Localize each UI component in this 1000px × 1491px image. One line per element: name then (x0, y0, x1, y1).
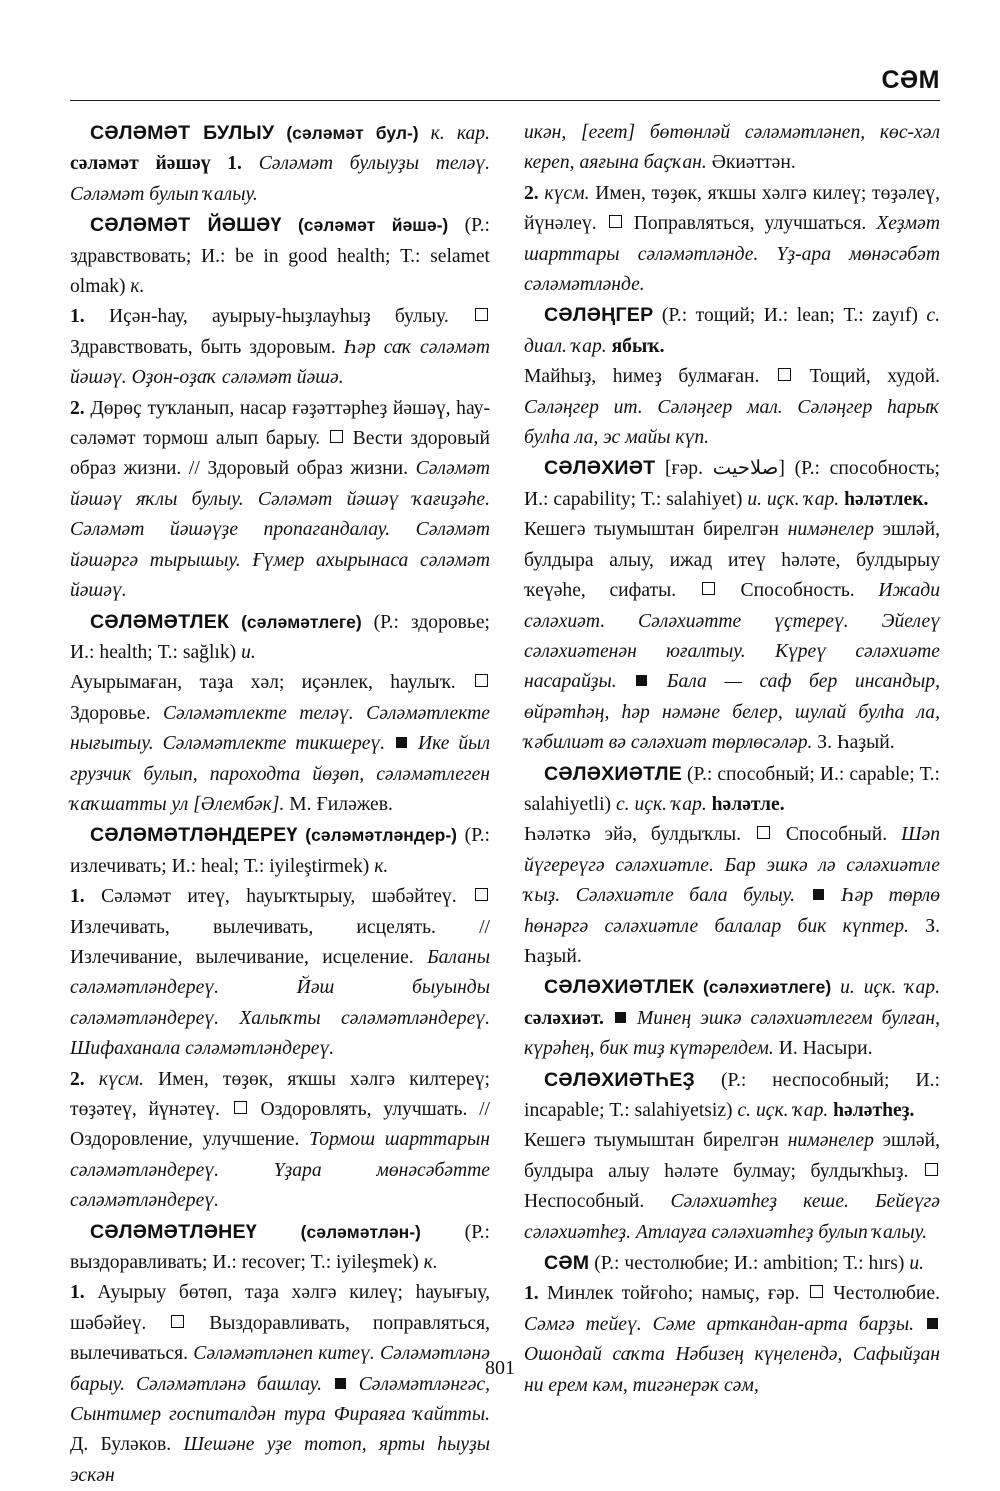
definition-text: Майһыҙ, һимеҙ булмаған. (524, 366, 776, 388)
dictionary-entry (70, 1217, 490, 1279)
bold-text: сәләмәт йәшәү 1. (70, 153, 259, 175)
dictionary-entry (70, 820, 490, 882)
definition-text: Излечивать, вылечивать, исцелять. // Излечивание, вылечивание, исцеление. (70, 916, 490, 968)
stem-note (653, 305, 661, 325)
dictionary-entry (70, 607, 490, 669)
example-text: Шешәне уҙе тотоп, ярты һыуҙы эскән (70, 1434, 490, 1486)
grammar-label: к. (374, 855, 389, 877)
definition-text: Выздоравливать, поправляться, вылечиваться. (70, 1312, 490, 1365)
definition-text: Честолюбие. (824, 1283, 940, 1305)
entry-sense (524, 1126, 940, 1248)
example-text: Шәп йүгереүгә сәләхиәтле. Бар эшкә лә сәләхиәтле ҡыҙ. Сәләхиәтле бала булыу. (524, 824, 941, 907)
definition-text: Способность. (716, 580, 879, 602)
bold-text: 1. (70, 886, 85, 908)
grammar-label: күсм. (84, 1068, 144, 1090)
example-text: Һәр төрлө һөнәргә сәләхиәтле балалар бик күптер. (524, 885, 940, 937)
stem-note: (сәләмәт йәшә-) (281, 215, 465, 236)
stem-note: (сәләмәт бул-) (274, 123, 431, 143)
translation-marker-icon (475, 888, 488, 901)
definition-text: (Р.: здоровье; И.: health; Т.: sağlık) (70, 611, 490, 663)
example-text: Минең эшкә сәләхиәтлегем булған, күрәһең, бик тиҙ күтәрелдем. (524, 1007, 940, 1060)
example-text: Сәмгә тейеү. Сәме арткандан-арта барҙы. (524, 1313, 925, 1335)
entry-sense (524, 515, 940, 758)
definition-text: (Р.: неспособный; И.: incapable; Т.: salahiyetsiz) (524, 1069, 940, 1121)
example-text: Бала — саф бер инсандыр, өйрәтһәң, һәр нәмәне белер, шулай булһа ла, ҡәбилиәт вә сәләхиәт төрлөсәләр. (524, 671, 940, 754)
bold-text: ябыҡ. (606, 335, 665, 357)
definition-text: И. Насыри. (773, 1038, 873, 1060)
stem-note (695, 1070, 721, 1090)
definition-text: Ауырыу бөтөп, таҙа хәлгә килеү; һауығыу, шәбәйеү. (70, 1282, 490, 1334)
headword: СӘЛӘХИӘТҺЕҘ (544, 1068, 696, 1091)
grammar-label: к. (423, 1252, 438, 1274)
example-text: Сәләмәтлекте теләү. Сәләмәтлекте нығытыу. Сәләмәтлекте тикшереү. (70, 702, 490, 755)
example-text: нимәнелер (787, 1130, 874, 1152)
right-column (524, 118, 940, 1401)
stem-note: (сәләхиәтлеге) (694, 977, 841, 998)
definition-text: З. Һаҙый. (524, 915, 940, 967)
definition-text: [ғәр. صلاحيت] (Р.: способность; И.: capability; Т.: salahiyet) (524, 458, 940, 510)
translation-marker-icon (171, 1315, 184, 1328)
translation-marker-icon (609, 215, 622, 228)
stem-note (655, 458, 665, 478)
example-text: Ике йыл грузчик булып, пароходта йөҙөп, сәләмәтлеген ҡаҡшатты ул [Әлембәк]. (70, 733, 490, 815)
headword: СӘЛӘМӘТ БУЛЫУ (90, 122, 275, 144)
definition-text: эшләй, булдыра алыу һәләте булмау; булдыҡһыҙ. (524, 1130, 940, 1182)
definition-text: Оздоровлять, улучшать. // Оздоровление, улучшение. (70, 1099, 490, 1151)
entry-sense (524, 820, 940, 972)
dictionary-entry (524, 300, 940, 362)
running-head: СӘМ (881, 66, 940, 94)
entry-sense (70, 668, 490, 820)
entry-sense (70, 394, 490, 607)
definition-text: (Р.: излечивать; И.: heal; Т.: iyileştirmek) (70, 825, 490, 877)
definition-text: эшләй, булдыра алыу, ижад итеү һәләте, булдырыу ҡеүәһе, сифаты. (524, 519, 940, 602)
entry-sense (524, 1279, 940, 1401)
definition-text: Здоровье. (70, 702, 163, 724)
headword: СӘЛӘМӘТЛӘНДЕРЕҮ (90, 824, 298, 847)
grammar-label: и. иҫк. ҡар. (747, 488, 840, 510)
translation-marker-icon (702, 582, 715, 595)
definition-text: (Р.: честолюбие; И.: ambition; Т.: hırs) (594, 1253, 910, 1275)
grammar-label: с. иҫк. ҡар. (615, 793, 707, 815)
definition-text: Здравствовать, быть здоровым. (70, 336, 344, 358)
example-text: Сәләңгер ит. Сәләңгер мал. Сәләңгер һарыҡ булһа ла, эс майы күп. (524, 396, 940, 449)
definition-text: Имен, төҙөк, яҡшы хәлгә килтереү; төҙәтеү, йүнәтеү. (70, 1068, 490, 1120)
example-text: Сәләмәтләнеп китеү. Сәләмәтләнә барыу. Сәләмәтләнә башлау. (70, 1343, 490, 1395)
translation-marker-icon (234, 1101, 247, 1114)
literary-example-marker-icon (927, 1318, 938, 1329)
headword: СӘЛӘМӘТЛЕК (90, 610, 230, 633)
dictionary-entry (524, 972, 940, 1064)
grammar-label: с. диал. ҡар. (524, 305, 940, 357)
entry-sense (70, 302, 490, 393)
page-number: 801 (485, 1357, 515, 1379)
definition-text: Вести здоровый образ жизни. // Здоровый образ жизни. (70, 428, 490, 480)
bold-text: 2. (70, 1068, 85, 1090)
dictionary-entry (524, 1248, 940, 1279)
definition-text: Һәләткә эйә, булдыҡлы. (524, 824, 755, 846)
literary-example-marker-icon (396, 737, 407, 748)
definition-text: Тощий, худой. (792, 366, 940, 388)
translation-marker-icon (757, 826, 770, 839)
bold-text: 2. (70, 397, 85, 419)
definition-text: Д. Буләков. (70, 1434, 184, 1456)
stem-note: (сәләмәтлеге) (229, 611, 374, 632)
literary-example-marker-icon (636, 675, 647, 686)
definition-text: Дөрөҫ туҡланып, насар ғәҙәттәрһеҙ йәшәү, һау-сәләмәт тормош алып барыу. (70, 397, 490, 450)
example-text: нимәнелер (787, 519, 874, 541)
translation-marker-icon (925, 1163, 938, 1176)
literary-example-marker-icon (615, 1012, 626, 1023)
definition-text: (Р.: способный; И.: capable; Т.: salahiyetli) (524, 763, 940, 815)
definition-text: (Р.: выздоравливать; И.: recover; Т.: iyileşmek) (70, 1221, 490, 1274)
definition-text: Ауырымаған, таҙа хәл; иҫәнлек, һаулыҡ. (70, 672, 473, 694)
example-text: Сәләмәт йәшәү яҡлы булыу. Сәләмәт йәшәү ҡағиҙәһе. Сәләмәт йәшәүҙе пропагандалау. Сәләмәт йәшәргә тырышыу. Ғүмер ахырынаса сәләмәт йәшәү. (70, 458, 490, 602)
grammar-label: күсм. (538, 182, 590, 204)
header-rule (70, 100, 940, 101)
grammar-label: с. иҫк. ҡар. (737, 1100, 829, 1121)
translation-marker-icon (330, 430, 343, 443)
example-text: Сәләмәт булыуҙы теләү. Сәләмәт булып ҡалыу. (70, 153, 491, 205)
grammar-label: к. кар. (430, 123, 490, 144)
bold-text: 1. (524, 1283, 539, 1305)
bold-text: һәләтһеҙ. (828, 1100, 915, 1121)
bold-text: 1. (70, 306, 85, 328)
example-text: Сәләхиәтһеҙ кеше. Бейеүгә сәләхиәтһеҙ. Атлауға сәләхиәтһеҙ булып ҡалыу. (524, 1191, 940, 1243)
definition-text: Поправляться, улучшаться. (623, 213, 877, 235)
entry-sense (70, 1278, 490, 1491)
definition-text: З. Һаҙый. (812, 732, 895, 754)
headword: СӘЛӘМӘТЛӘНЕҮ (90, 1220, 257, 1243)
definition-text: Кешегә тыумыштан бирелгән (524, 1130, 788, 1152)
translation-marker-icon (810, 1285, 823, 1298)
bold-text: сәләхиәт. (524, 1007, 613, 1029)
grammar-label: к. (130, 276, 145, 298)
bold-text: 1. (70, 1282, 85, 1304)
headword: СӘЛӘҢГЕР (544, 304, 654, 327)
definition-text: Иҫән-һау, ауырыу-һыҙлауһыҙ булыу. (84, 306, 473, 328)
translation-marker-icon (475, 674, 488, 687)
translation-marker-icon (778, 368, 791, 381)
example-text: Ошондай саҡта Нәбизең күңелендә, Сафыйҙан ни ерем кәм, тигәнерәк сәм, (524, 1344, 940, 1396)
example-text: Хеҙмәт шарттары сәләмәтләнде. Үҙ-ара мөнәсәбәт сәләмәтләнде. (524, 213, 940, 296)
example-text: Һәр саҡ сәләмәт йәшәү. Оҙон-оҙаҡ сәләмәт йәшә. (70, 336, 491, 389)
grammar-label: и. иҫк. ҡар. (840, 977, 940, 999)
headword: СӘЛӘХИӘТЛЕК (544, 976, 695, 999)
entry-sense (70, 1065, 490, 1217)
example-text: Ижади сәләхиәт. Сәләхиәтте үҫтереү. Эйелеү сәләхиәтенән юғалтыу. Күреү сәләхиәте насарайҙы. (524, 580, 940, 693)
entry-sense (70, 882, 490, 1064)
translation-marker-icon (475, 308, 488, 321)
headword: СӘЛӘМӘТ ЙӘШӘҮ (90, 214, 282, 237)
grammar-label: и. (909, 1253, 925, 1275)
definition-text: Әкиәттән. (706, 152, 796, 174)
headword: СӘМ (544, 1252, 590, 1275)
dictionary-entry (70, 118, 490, 210)
bold-text: һәләтлек. (839, 488, 929, 510)
definition-text: Неспособный. (524, 1191, 671, 1213)
entry-sense (524, 118, 940, 179)
definition-text: (Р.: здравствовать; И.: be in good health; Т.: selamet olmak) (70, 215, 490, 298)
definition-text: (Р.: тощий; И.: lean; Т.: zayıf) (661, 305, 927, 327)
dictionary-entry (524, 759, 940, 821)
definition-text: Имен, төҙөк, яҡшы хәлгә килеү; төҙәлеү, йүнәлеү. (524, 182, 940, 235)
dictionary-entry (524, 1065, 940, 1127)
dictionary-entry (524, 453, 940, 515)
entry-sense (524, 362, 940, 453)
definition-text: Минлек тойғоһо; намыҫ, ғәр. (538, 1283, 808, 1305)
bold-text: 2. (524, 182, 539, 204)
example-text: Баланы сәләмәтләндереү. Йәш быуынды сәләмәтләндереү. Халыҡты сәләмәтләндереү. Шифаханала сәләмәтләндереү. (70, 946, 490, 1060)
definition-text: М. Ғиләжев. (284, 793, 393, 815)
example-text: Сәләмәтләнгәс, Сынтимер госпиталдән тура Фираяға ҡайтты. (70, 1373, 490, 1426)
headword: СӘЛӘХИӘТ (544, 457, 656, 480)
example-text: Тормош шарттарын сәләмәтләндереү. Үҙара мөнәсәбәтте сәләмәтләндереү. (70, 1129, 490, 1212)
entry-sense (524, 179, 940, 301)
stem-note: (сәләмәтләндер-) (297, 825, 465, 846)
definition-text: Сәләмәт итеү, һауыҡтырыу, шәбәйтеү. (84, 886, 473, 908)
definition-text: Кешегә тыумыштан бирелгән (524, 519, 788, 541)
left-column (70, 118, 490, 1491)
literary-example-marker-icon (813, 889, 824, 900)
dictionary-entry (70, 210, 490, 302)
stem-note: (сәләмәтлән-) (256, 1221, 465, 1242)
headword: СӘЛӘХИӘТЛЕ (544, 762, 683, 785)
grammar-label: и. (241, 641, 256, 663)
definition-text: Способный. (771, 824, 902, 846)
example-text: икән, [егет] бөтөнләй сәләмәтләнеп, көс-хәл кереп, аяғына баҫҡан. (524, 122, 940, 174)
bold-text: һәләтле. (706, 793, 785, 815)
